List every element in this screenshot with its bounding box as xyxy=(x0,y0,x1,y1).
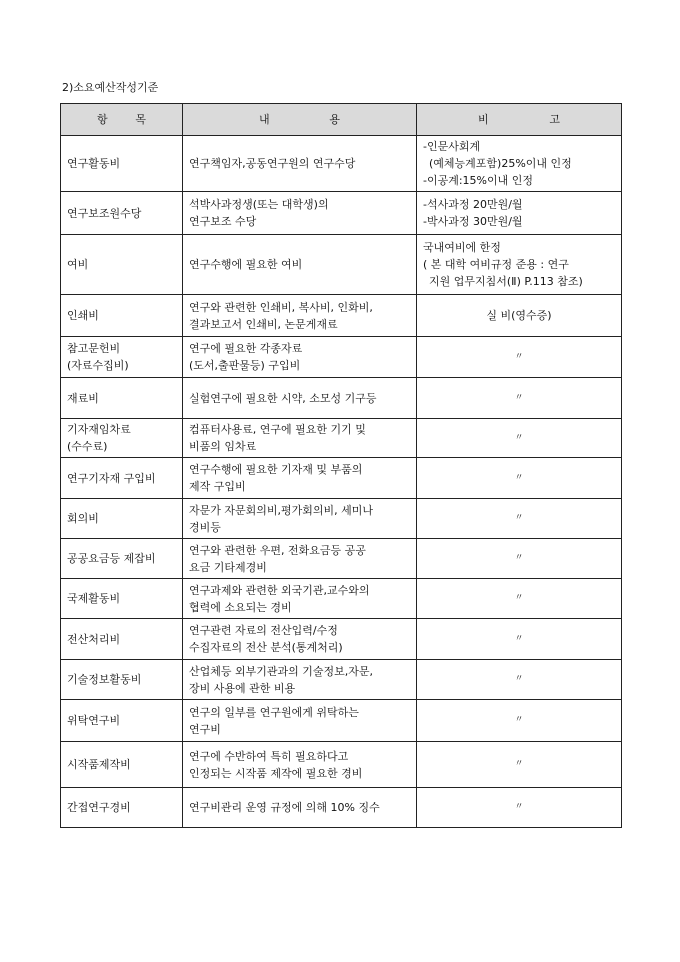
item-cell xyxy=(61,788,183,828)
table-row xyxy=(61,192,622,235)
remark-line: -박사과정 30만원/월 xyxy=(423,215,523,228)
table-row xyxy=(61,700,622,742)
content-line: (도서,출판물등) 구입비 xyxy=(189,359,301,372)
item-line: 인쇄비 xyxy=(67,309,99,322)
item-line: 회의비 xyxy=(67,512,99,525)
remark-cell xyxy=(417,742,622,788)
table-row xyxy=(61,742,622,788)
table-row xyxy=(61,499,622,539)
item-line: 참고문헌비 xyxy=(67,342,121,355)
item-cell xyxy=(61,539,183,579)
ditto-mark: 〃 xyxy=(514,633,524,644)
content-cell xyxy=(183,295,417,337)
table-row xyxy=(61,458,622,499)
content-line: 연구에 수반하여 특히 필요하다고 xyxy=(189,749,349,763)
remark-cell xyxy=(417,192,622,235)
content-line: 연구비관리 운영 규정에 의해 10% 징수 xyxy=(189,801,380,814)
ditto-mark: 〃 xyxy=(514,513,524,523)
content-cell xyxy=(183,499,417,539)
table-row xyxy=(61,136,622,192)
remark-line: -석사과정 20만원/월 xyxy=(423,198,523,211)
content-cell xyxy=(183,378,417,419)
item-cell xyxy=(61,295,183,337)
item-cell xyxy=(61,136,183,192)
remark-cell xyxy=(417,619,622,660)
remark-line: -인문사회계 xyxy=(423,140,481,153)
content-line: 연구책임자,공동연구원의 연구수당 xyxy=(189,157,356,170)
item-cell xyxy=(61,660,183,700)
content-line: 실험연구에 필요한 시약, 소모성 기구등 xyxy=(189,391,377,405)
header-item-char-2: 목 xyxy=(135,113,146,126)
remark-cell xyxy=(417,700,622,742)
item-line: 간접연구경비 xyxy=(67,801,131,814)
remark-cell xyxy=(417,235,622,295)
content-line: 연구관련 자료의 전산입력/수정 xyxy=(189,624,338,637)
section-title: 2)소요예산작성기준 xyxy=(62,81,159,94)
content-line: 연구의 일부를 연구원에게 위탁하는 xyxy=(189,705,359,719)
ditto-mark: 〃 xyxy=(514,351,524,362)
remark-cell xyxy=(417,579,622,619)
item-cell xyxy=(61,499,183,539)
header-remark-char-1: 비 xyxy=(478,113,489,126)
header-item-char-1: 항 xyxy=(97,113,108,126)
remark-line: ( 본 대학 여비규정 준용 : 연구 xyxy=(423,258,569,271)
table-row xyxy=(61,539,622,579)
table-header-row xyxy=(61,104,622,136)
content-line: 연구비 xyxy=(189,722,221,736)
remark-cell xyxy=(417,499,622,539)
item-cell xyxy=(61,700,183,742)
header-item xyxy=(61,104,183,136)
content-cell xyxy=(183,337,417,378)
item-line: 여비 xyxy=(67,258,89,271)
table-row xyxy=(61,660,622,700)
ditto-mark: 〃 xyxy=(514,472,524,483)
content-line: 제작 구입비 xyxy=(189,480,246,493)
ditto-mark: 〃 xyxy=(514,432,524,443)
item-line: 시작품제작비 xyxy=(67,758,131,771)
table-row xyxy=(61,619,622,660)
content-line: 결과보고서 인쇄비, 논문게재료 xyxy=(189,317,338,331)
item-line: 전산처리비 xyxy=(67,632,121,646)
content-cell xyxy=(183,579,417,619)
item-line: 연구기자재 구입비 xyxy=(67,471,156,485)
content-cell xyxy=(183,742,417,788)
item-line: 연구보조원수당 xyxy=(67,206,142,220)
item-cell xyxy=(61,579,183,619)
item-line: 재료비 xyxy=(67,391,99,405)
content-cell xyxy=(183,700,417,742)
content-line: 석박사과정생(또는 대학생)의 xyxy=(189,198,329,211)
remark-line: 실 비(영수증) xyxy=(486,309,552,322)
remark-cell xyxy=(417,419,622,458)
item-line: (수수료) xyxy=(67,440,108,453)
header-content-char-2: 용 xyxy=(329,113,340,126)
table-row xyxy=(61,337,622,378)
ditto-mark: 〃 xyxy=(514,392,524,403)
content-line: 협력에 소요되는 경비 xyxy=(189,600,292,614)
remark-line: 지원 업무지침서(Ⅱ) P.113 참조) xyxy=(429,275,583,288)
header-content-char-1: 내 xyxy=(259,113,270,126)
content-line: 연구와 관련한 인쇄비, 복사비, 인화비, xyxy=(189,300,373,314)
header-remark-char-2: 고 xyxy=(549,113,560,126)
item-line: 위탁연구비 xyxy=(67,714,121,727)
table-row xyxy=(61,579,622,619)
content-line: 자문가 자문회의비,평가회의비, 세미나 xyxy=(189,503,374,517)
ditto-mark: 〃 xyxy=(514,674,524,684)
item-line: 기자재임차료 xyxy=(67,423,131,436)
item-cell xyxy=(61,742,183,788)
item-cell xyxy=(61,378,183,419)
table-row xyxy=(61,235,622,295)
ditto-mark: 〃 xyxy=(514,759,524,769)
ditto-mark: 〃 xyxy=(514,802,524,812)
content-line: 수집자료의 전산 분석(통계처리) xyxy=(189,641,343,654)
remark-cell xyxy=(417,337,622,378)
table-row xyxy=(61,295,622,337)
item-cell xyxy=(61,192,183,235)
table-row xyxy=(61,419,622,458)
content-cell xyxy=(183,660,417,700)
item-line: 기술정보활동비 xyxy=(67,673,142,686)
remark-cell xyxy=(417,458,622,499)
item-line: 국제활동비 xyxy=(67,592,121,605)
content-cell xyxy=(183,788,417,828)
content-line: 연구수행에 필요한 기자재 및 부품의 xyxy=(189,463,363,476)
content-line: 비품의 임차료 xyxy=(189,440,257,453)
ditto-mark: 〃 xyxy=(514,553,524,563)
content-cell xyxy=(183,235,417,295)
content-line: 인정되는 시작품 제작에 필요한 경비 xyxy=(189,766,363,780)
item-cell xyxy=(61,337,183,378)
remark-line: (예체능계포함)25%이내 인정 xyxy=(429,157,572,170)
item-line: 연구활동비 xyxy=(67,157,121,170)
content-line: 경비등 xyxy=(189,520,221,534)
content-cell xyxy=(183,619,417,660)
item-cell xyxy=(61,235,183,295)
content-line: 컴퓨터사용료, 연구에 필요한 기기 및 xyxy=(189,423,366,436)
item-cell xyxy=(61,419,183,458)
remark-line: 국내여비에 한정 xyxy=(423,241,501,254)
remark-cell xyxy=(417,295,622,337)
content-line: 장비 사용에 관한 비용 xyxy=(189,681,296,695)
content-cell xyxy=(183,192,417,235)
content-line: 산업체등 외부기관과의 기술정보,자문, xyxy=(189,664,374,678)
item-cell xyxy=(61,619,183,660)
remark-cell xyxy=(417,788,622,828)
content-line: 연구수행에 필요한 여비 xyxy=(189,258,303,271)
ditto-mark: 〃 xyxy=(514,715,524,725)
ditto-mark: 〃 xyxy=(514,593,524,603)
header-remark xyxy=(417,104,622,136)
content-line: 요금 기타제경비 xyxy=(189,560,267,574)
remark-line: -이공계:15%이내 인정 xyxy=(423,174,534,187)
budget-criteria-table xyxy=(60,103,622,828)
content-line: 연구보조 수당 xyxy=(189,215,257,228)
content-line: 연구과제와 관련한 외국기관,교수와의 xyxy=(189,583,370,597)
content-cell xyxy=(183,419,417,458)
content-cell xyxy=(183,136,417,192)
content-cell xyxy=(183,458,417,499)
table-row xyxy=(61,378,622,419)
header-content xyxy=(183,104,417,136)
content-line: 연구와 관련한 우편, 전화요금등 공공 xyxy=(189,543,366,557)
remark-cell xyxy=(417,539,622,579)
item-line: (자료수집비) xyxy=(67,359,129,372)
remark-cell xyxy=(417,660,622,700)
item-line: 공공요금등 제잡비 xyxy=(67,552,156,565)
remark-cell xyxy=(417,136,622,192)
content-cell xyxy=(183,539,417,579)
content-line: 연구에 필요한 각종자료 xyxy=(189,342,303,355)
remark-cell xyxy=(417,378,622,419)
table-row xyxy=(61,788,622,828)
item-cell xyxy=(61,458,183,499)
